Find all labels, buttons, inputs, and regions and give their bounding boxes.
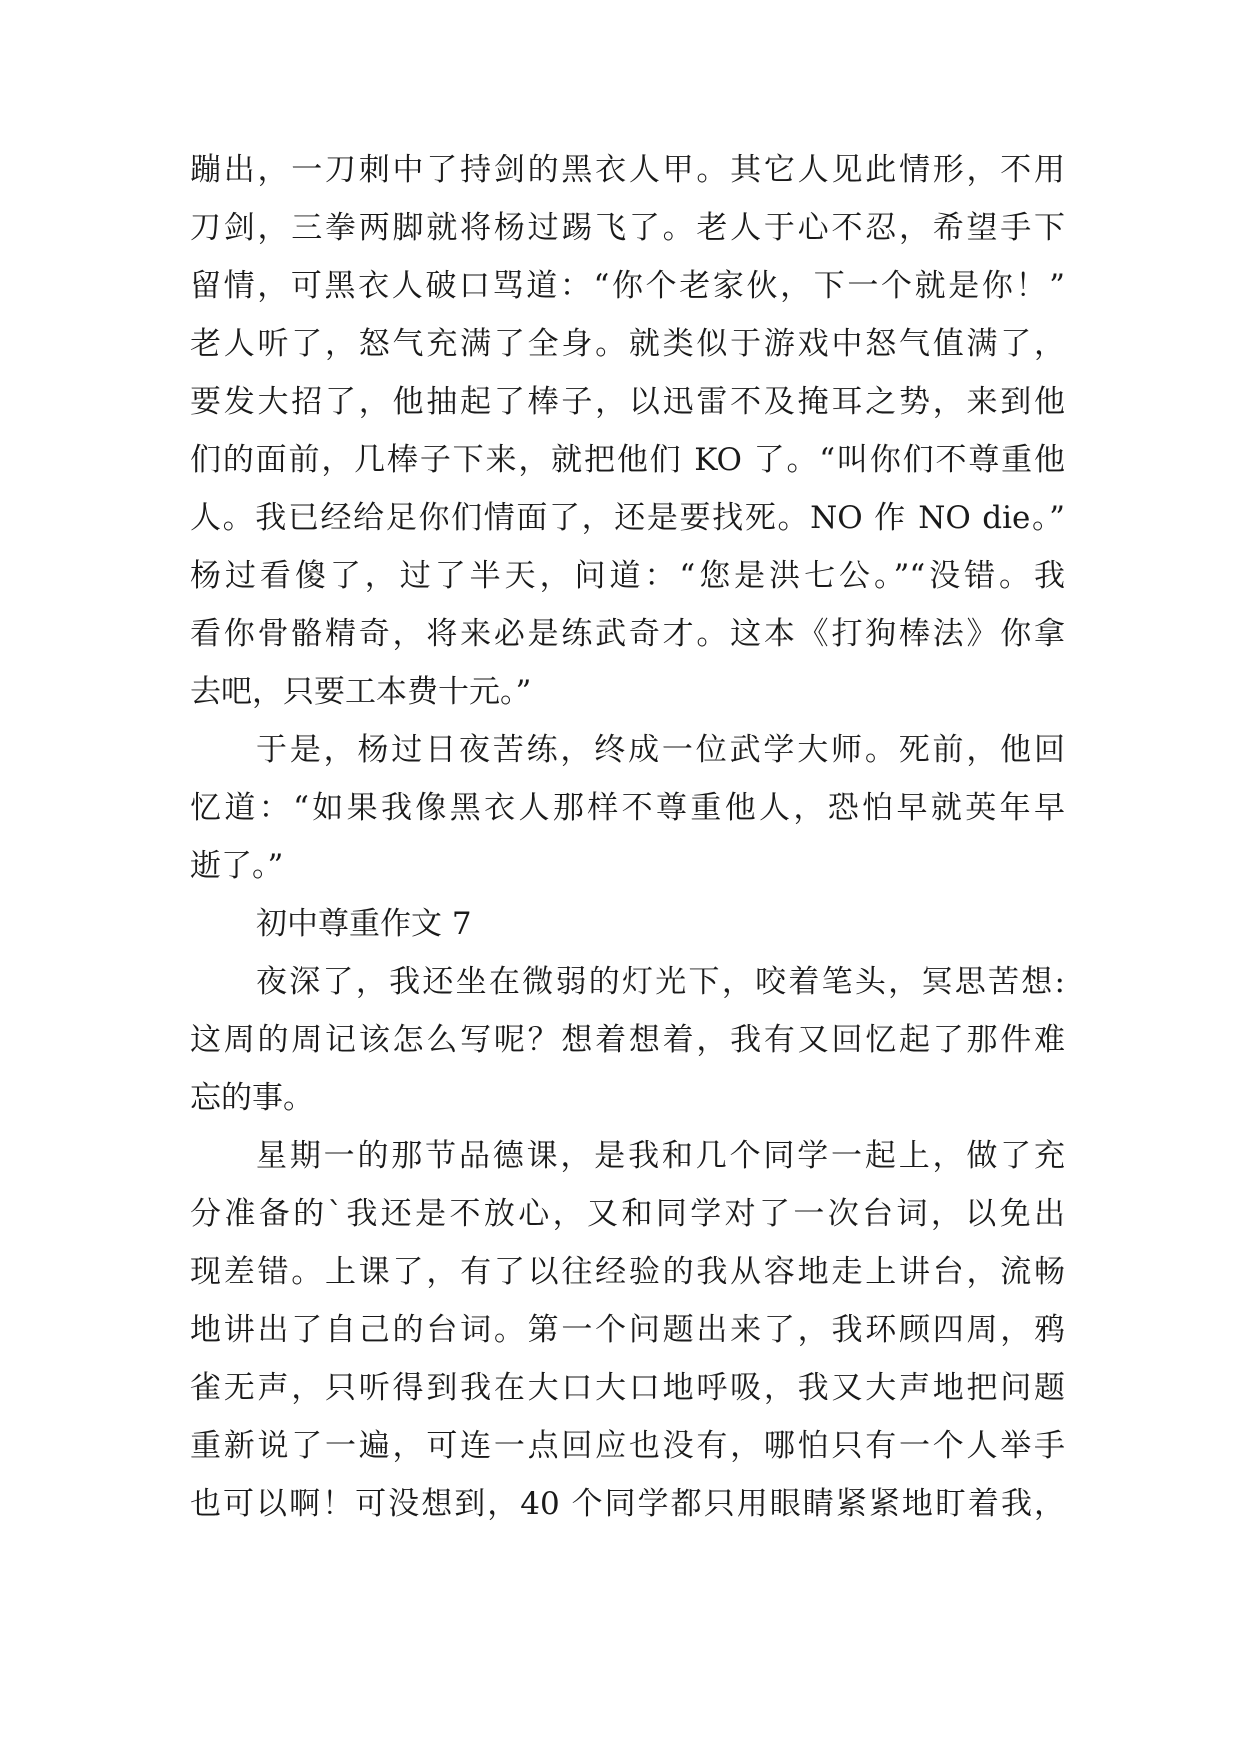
text-line: 地讲出了自己的台词。第一个问题出来了，我环顾四周，鸦 xyxy=(190,1312,1065,1348)
text-line: 留情，可黑衣人破口骂道：“你个老家伙，下一个就是你！” xyxy=(190,268,1065,304)
text-line: 要发大招了，他抽起了棒子，以迅雷不及掩耳之势，来到他 xyxy=(190,384,1065,420)
text-line: 忘的事。 xyxy=(190,1080,314,1116)
text-line: 蹦出，一刀刺中了持剑的黑衣人甲。其它人见此情形，不用 xyxy=(190,152,1065,188)
text-line: 重新说了一遍，可连一点回应也没有，哪怕只有一个人举手 xyxy=(190,1428,1065,1464)
text-line: 现差错。上课了，有了以往经验的我从容地走上讲台，流畅 xyxy=(190,1254,1065,1290)
text-line: 雀无声，只听得到我在大口大口地呼吸，我又大声地把问题 xyxy=(190,1370,1065,1406)
paragraph-start: 于是，杨过日夜苦练，终成一位武学大师。死前，他回 xyxy=(256,732,1065,768)
text-line: 刀剑，三拳两脚就将杨过踢飞了。老人于心不忍，希望手下 xyxy=(190,210,1065,246)
text-line: 这周的周记该怎么写呢？想着想着，我有又回忆起了那件难 xyxy=(190,1022,1065,1058)
text-line: 看你骨骼精奇，将来必是练武奇才。这本《打狗棒法》你拿 xyxy=(190,616,1065,652)
text-line: 老人听了，怒气充满了全身。就类似于游戏中怒气值满了， xyxy=(190,326,1065,362)
paragraph-start: 星期一的那节品德课，是我和几个同学一起上，做了充 xyxy=(256,1138,1065,1174)
text-line: 分准备的`我还是不放心，又和同学对了一次台词，以免出 xyxy=(190,1196,1065,1232)
text-line: 杨过看傻了，过了半天，问道：“您是洪七公。”“没错。我 xyxy=(190,558,1065,594)
section-heading: 初中尊重作文 7 xyxy=(256,906,472,942)
text-line: 人。我已经给足你们情面了，还是要找死。NO 作 NO die。” xyxy=(190,500,1065,536)
text-line: 逝了。” xyxy=(190,848,284,884)
text-line: 也可以啊！可没想到，40 个同学都只用眼睛紧紧地盯着我， xyxy=(190,1486,1065,1522)
text-line: 忆道：“如果我像黑衣人那样不尊重他人，恐怕早就英年早 xyxy=(190,790,1065,826)
text-line: 们的面前，几棒子下来，就把他们 KO 了。“叫你们不尊重他 xyxy=(190,442,1065,478)
paragraph-start: 夜深了，我还坐在微弱的灯光下，咬着笔头，冥思苦想: xyxy=(256,964,1065,1000)
text-line: 去吧，只要工本费十元。” xyxy=(190,674,532,710)
